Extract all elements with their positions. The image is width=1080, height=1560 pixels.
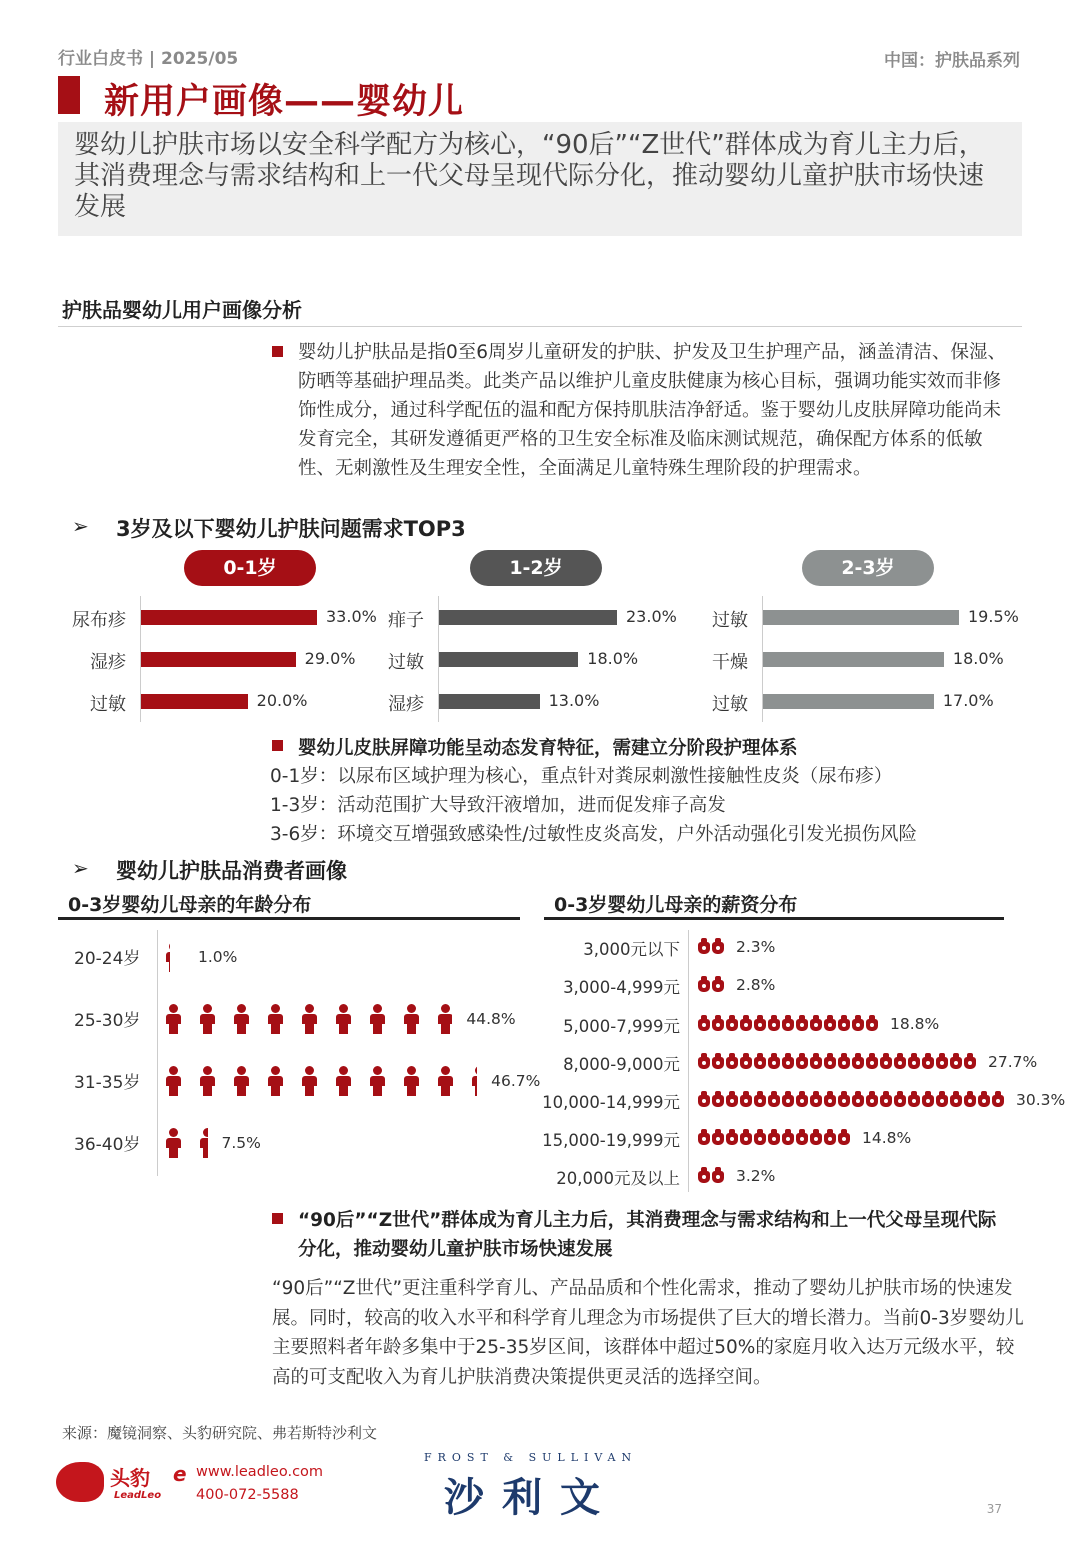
bar-category-label: 尿布疹	[72, 610, 126, 631]
bullet-square-icon	[272, 1213, 283, 1224]
money-bag-icon	[992, 1095, 1004, 1107]
money-bag-icon	[712, 1095, 724, 1107]
top3-bar-charts	[0, 548, 1080, 728]
stage-care-title: 婴幼儿皮肤屏障功能呈动态发育特征，需建立分阶段护理体系	[298, 738, 798, 759]
age-value-label: 1.0%	[198, 948, 238, 966]
money-bag-icon	[950, 1057, 962, 1069]
money-bag-icon	[740, 1019, 752, 1031]
bar-category-label: 痱子	[388, 610, 424, 631]
money-bag-icon	[782, 1133, 794, 1145]
money-bag-icon	[768, 1133, 780, 1145]
leadleo-cn-name: 头豹	[110, 1466, 150, 1490]
money-bag-icon-row	[698, 1095, 1006, 1107]
leadleo-e-icon: e	[173, 1462, 187, 1486]
bar-category-label: 湿疹	[388, 694, 424, 715]
money-bag-icon-row	[698, 1133, 852, 1145]
money-bag-icon	[712, 942, 724, 954]
arrow-bullet-icon: ➢	[72, 856, 89, 880]
stage-care-line: 0-1岁：以尿布区域护理为核心，重点针对粪尿刺激性接触性皮炎（尿布疹）	[270, 766, 893, 787]
money-bag-icon	[782, 1095, 794, 1107]
money-bag-icon	[726, 1133, 738, 1145]
money-bag-icon-row	[698, 980, 726, 992]
bar	[141, 694, 248, 709]
money-bag-icon-row	[698, 1171, 726, 1183]
bar-category-label: 湿疹	[90, 652, 126, 673]
bar	[141, 652, 296, 667]
age-category-label: 31-35岁	[74, 1073, 141, 1093]
title-accent-bar	[58, 76, 80, 114]
pictogram-axis	[688, 930, 689, 1192]
money-bag-icon	[754, 1095, 766, 1107]
money-bag-icon	[768, 1057, 780, 1069]
age-chart-rule	[58, 917, 520, 920]
top3-subtitle: 3岁及以下婴幼儿护肤问题需求TOP3	[116, 517, 466, 541]
money-bag-icon	[880, 1095, 892, 1107]
money-bag-icon	[978, 1095, 990, 1107]
header-report-label: 行业白皮书 | 2025/05	[58, 49, 239, 69]
money-bag-icon	[698, 942, 710, 954]
money-bag-icon	[964, 1095, 976, 1107]
money-bag-icon-row	[698, 1057, 978, 1069]
age-value-label: 44.8%	[466, 1010, 516, 1028]
salary-value-label: 3.2%	[736, 1167, 776, 1185]
salary-value-label: 27.7%	[988, 1053, 1038, 1071]
age-category-label: 20-24岁	[74, 949, 141, 969]
bar	[439, 610, 617, 625]
age-group-pill: 0-1岁	[184, 550, 316, 586]
money-bag-icon	[726, 1057, 738, 1069]
bar	[763, 610, 959, 625]
money-bag-icon	[726, 1019, 738, 1031]
salary-category-label: 8,000-9,000元	[563, 1055, 680, 1074]
generation-paragraph: “90后”“Z世代”更注重科学育儿、产品品质和个性化需求，推动了婴幼儿护肤市场的快速发展。同时，较高的收入水平和科学育儿理念为市场提供了巨大的增长潜力。当前0-3岁婴幼儿主要照料者年龄多集中于25-35岁区间，该群体中超过50%的家庭月收入达万元级水平，较高的可支配收入为育儿护肤消费决策提供更灵活的选择空间。	[272, 1278, 1024, 1388]
bar	[763, 652, 944, 667]
bar-value-label: 18.0%	[952, 649, 1004, 668]
money-bag-icon	[698, 1095, 710, 1107]
money-bag-icon	[698, 1057, 710, 1069]
salary-value-label: 14.8%	[862, 1129, 912, 1147]
leadleo-en-name: LeadLeo	[114, 1490, 162, 1501]
bar	[439, 652, 578, 667]
age-group-pill: 1-2岁	[470, 550, 602, 586]
money-bag-icon	[754, 1133, 766, 1145]
bar	[763, 694, 934, 709]
money-bag-icon	[838, 1095, 850, 1107]
intro-paragraph: 婴幼儿护肤品是指0至6周岁儿童研发的护肤、护发及卫生护理产品，涵盖清洁、保湿、防晒等基础护理品类。此类产品以维护儿童皮肤健康为核心目标，强调功能实效而非修饰性成分，通过科学配伍的温和配方保持肌肤洁净舒适。鉴于婴幼儿皮肤屏障功能尚未发育完全，其研发遵循更严格的卫生安全标准及临床测试规范，确保配方体系的低敏性、无刺激性及生理安全性，全面满足儿童特殊生理阶段的护理需求。	[298, 342, 1007, 479]
money-bag-icon	[922, 1095, 934, 1107]
money-bag-icon	[810, 1057, 822, 1069]
money-bag-icon	[824, 1095, 836, 1107]
money-bag-icon	[796, 1095, 808, 1107]
money-bag-icon	[894, 1095, 906, 1107]
bullet-square-icon	[272, 346, 283, 357]
money-bag-icon-row	[698, 942, 726, 954]
bar-value-label: 13.0%	[548, 691, 600, 710]
bar-value-label: 29.0%	[304, 649, 356, 668]
money-bag-icon	[782, 1019, 794, 1031]
salary-value-label: 2.3%	[736, 938, 776, 956]
header-series-label: 中国：护肤品系列	[884, 51, 1020, 71]
leadleo-url[interactable]: www.leadleo.com	[196, 1464, 324, 1480]
money-bag-icon	[768, 1019, 780, 1031]
money-bag-icon	[866, 1095, 878, 1107]
money-bag-icon	[712, 1019, 724, 1031]
money-bag-icon	[824, 1057, 836, 1069]
money-bag-icon	[698, 980, 710, 992]
money-bag-icon	[838, 1057, 850, 1069]
money-bag-icon	[810, 1095, 822, 1107]
money-bag-icon	[810, 1019, 822, 1031]
money-bag-icon	[894, 1057, 906, 1069]
bar-value-label: 18.0%	[587, 649, 639, 668]
money-bag-icon	[838, 1133, 850, 1145]
money-bag-icon	[712, 980, 724, 992]
money-bag-icon	[698, 1133, 710, 1145]
salary-category-label: 3,000-4,999元	[563, 978, 680, 997]
salary-category-label: 20,000元及以上	[556, 1169, 680, 1188]
age-chart-title: 0-3岁婴幼儿母亲的年龄分布	[68, 894, 312, 916]
bar-value-label: 23.0%	[626, 607, 677, 626]
money-bag-icon	[880, 1057, 892, 1069]
salary-category-label: 15,000-19,999元	[542, 1131, 680, 1150]
money-bag-icon	[824, 1133, 836, 1145]
stage-care-line: 1-3岁：活动范围扩大导致汗液增加，进而促发痱子高发	[270, 795, 726, 816]
generation-title: “90后”“Z世代”群体成为育儿主力后，其消费理念与需求结构和上一代父母呈现代际分化，推动婴幼儿童护肤市场快速发展	[298, 1210, 997, 1260]
money-bag-icon	[922, 1057, 934, 1069]
money-bag-icon	[950, 1095, 962, 1107]
money-bag-icon	[796, 1057, 808, 1069]
salary-pictogram-chart	[0, 930, 1080, 1200]
bullet-square-icon	[272, 740, 283, 751]
frost-sullivan-cn-logo: 沙利文	[444, 1475, 618, 1521]
money-bag-icon	[852, 1095, 864, 1107]
bar-category-label: 干燥	[712, 652, 748, 673]
money-bag-icon	[908, 1057, 920, 1069]
bar-value-label: 33.0%	[326, 607, 377, 626]
bar-value-label: 20.0%	[256, 691, 308, 710]
age-category-label: 25-30岁	[74, 1011, 141, 1031]
salary-value-label: 18.8%	[890, 1015, 940, 1033]
money-bag-icon	[810, 1133, 822, 1145]
bar-value-label: 19.5%	[968, 607, 1019, 626]
arrow-bullet-icon: ➢	[72, 514, 89, 538]
leadleo-leopard-logo	[56, 1462, 104, 1502]
age-group-pill: 2-3岁	[802, 550, 934, 586]
frost-sullivan-en-logo: FROST & SULLIVAN	[424, 1451, 638, 1464]
salary-category-label: 3,000元以下	[583, 940, 680, 959]
money-bag-icon	[698, 1019, 710, 1031]
summary-box: 婴幼儿护肤市场以安全科学配方为核心，“90后”“Z世代”群体成为育儿主力后，其消费理念与需求结构和上一代父母呈现代际分化，推动婴幼儿童护肤市场快速发展	[58, 122, 1022, 236]
section-title: 护肤品婴幼儿用户画像分析	[62, 298, 302, 322]
money-bag-icon	[754, 1019, 766, 1031]
money-bag-icon	[936, 1057, 948, 1069]
money-bag-icon	[866, 1019, 878, 1031]
bar-category-label: 过敏	[388, 652, 424, 673]
money-bag-icon	[908, 1095, 920, 1107]
leadleo-phone: 400-072-5588	[196, 1487, 299, 1503]
salary-category-label: 5,000-7,999元	[563, 1017, 680, 1036]
age-value-label: 46.7%	[491, 1072, 541, 1090]
money-bag-icon	[824, 1019, 836, 1031]
money-bag-icon	[740, 1133, 752, 1145]
page-title: 新用户画像——婴幼儿	[104, 82, 465, 122]
bar-category-label: 过敏	[712, 610, 748, 631]
money-bag-icon	[866, 1057, 878, 1069]
consumer-subtitle: 婴幼儿护肤品消费者画像	[116, 859, 347, 883]
section-divider	[58, 326, 1022, 327]
money-bag-icon	[768, 1095, 780, 1107]
money-bag-icon	[782, 1057, 794, 1069]
source-note: 来源：魔镜洞察、头豹研究院、弗若斯特沙利文	[62, 1424, 378, 1442]
money-bag-icon	[852, 1019, 864, 1031]
age-category-label: 36-40岁	[74, 1135, 141, 1155]
money-bag-icon	[964, 1057, 976, 1069]
money-bag-icon	[754, 1057, 766, 1069]
bar	[439, 694, 540, 709]
money-bag-icon	[796, 1133, 808, 1145]
salary-category-label: 10,000-14,999元	[542, 1093, 680, 1112]
money-bag-icon	[740, 1057, 752, 1069]
page-number: 37	[986, 1502, 1002, 1516]
bar-category-label: 过敏	[712, 694, 748, 715]
salary-value-label: 2.8%	[736, 976, 776, 994]
money-bag-icon	[712, 1171, 724, 1183]
salary-chart-title: 0-3岁婴幼儿母亲的薪资分布	[554, 894, 798, 916]
money-bag-icon	[852, 1057, 864, 1069]
money-bag-icon	[796, 1019, 808, 1031]
stage-care-line: 3-6岁：环境交互增强致感染性/过敏性皮炎高发，户外活动强化引发光损伤风险	[270, 824, 917, 845]
money-bag-icon	[726, 1095, 738, 1107]
bar-value-label: 17.0%	[942, 691, 994, 710]
money-bag-icon	[740, 1095, 752, 1107]
salary-value-label: 30.3%	[1016, 1091, 1066, 1109]
money-bag-icon	[698, 1171, 710, 1183]
money-bag-icon	[712, 1057, 724, 1069]
money-bag-icon-row	[698, 1019, 880, 1031]
money-bag-icon	[712, 1133, 724, 1145]
age-value-label: 7.5%	[221, 1134, 261, 1152]
money-bag-icon	[838, 1019, 850, 1031]
money-bag-icon	[936, 1095, 948, 1107]
salary-chart-rule	[544, 917, 1004, 920]
bar	[141, 610, 317, 625]
bar-category-label: 过敏	[90, 694, 126, 715]
